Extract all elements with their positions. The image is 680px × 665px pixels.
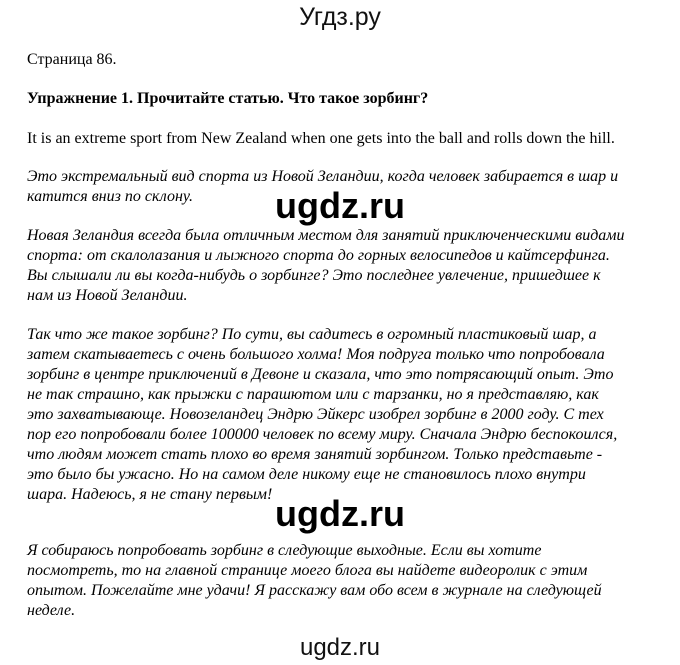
- article-paragraph-2: Так что же такое зорбинг? По сути, вы садитесь в огромный пластиковый шар, а затем скатываетесь с очень большого холма! Моя подруга только что попробовала зорбинг в центре приключений в Девоне и сказала, что это потрясающий опыт. Это не так страшно, как прыжки с парашютом или с тарзанки, но я представляю, как это захватывающе. Новозеландец Эндрю Эйкерс изобрел зорбинг в 2000 году. С тех пор его попробовали более 100000 человек по всему миру. Сначала Эндрю беспокоился, что людям может стать плохо во время занятий зорбингом. Только представьте - это было бы ужасно. Но на самом деле никому еще не становилось плохо внутри шара. Надеюсь, я не стану первым!: [27, 326, 618, 503]
- page-number-label: Страница 86.: [27, 51, 117, 68]
- answer-translation: Это экстремальный вид спорта из Новой Зеландии, когда человек забирается в шар и катится вниз по склону.: [27, 168, 619, 205]
- watermark-middle: ugdz.ru: [275, 493, 405, 534]
- article-paragraph-1: Новая Зеландия всегда была отличным местом для занятий приключенческими видами спорта: от скалолазания и лыжного спорта до горных велосипедов и кайтсерфинга. Вы слышали ли вы когда-нибудь о зорбинге? Это последнее увлечение, пришедшее к нам из Новой Зеландии.: [27, 227, 625, 304]
- watermark-bottom: ugdz.ru: [299, 634, 381, 661]
- article-paragraph-3: Я собираюсь попробовать зорбинг в следующие выходные. Если вы хотите посмотреть, то на главной странице моего блога вы найдете видеоролик с этим опытом. Пожелайте мне удачи! Я расскажу вам обо всем в журнале на следующей неделе.: [27, 542, 602, 619]
- english-answer-text: It is an extreme sport from New Zealand when one gets into the ball and rolls down the hill.: [27, 130, 615, 147]
- exercise-title: Упражнение 1. Прочитайте статью. Что такое зорбинг?: [27, 90, 429, 107]
- watermark-top: ugdz.ru: [275, 185, 405, 226]
- site-header-title: Угдз.ру: [299, 3, 381, 31]
